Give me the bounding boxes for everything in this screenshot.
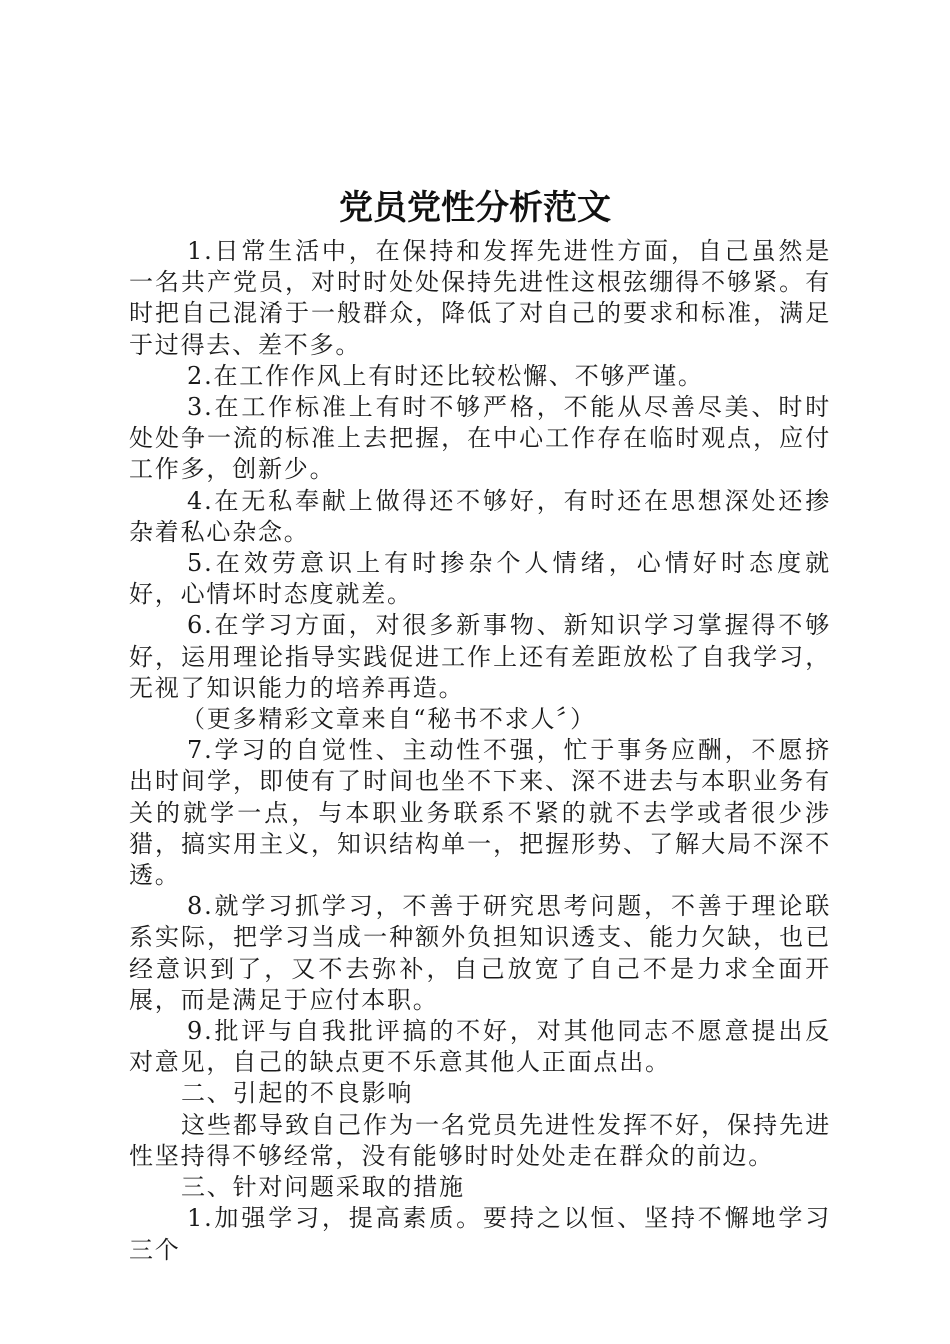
paragraph-2: 2.在工作作风上有时还比较松懈、不够严谨。 xyxy=(187,361,704,390)
source-note: （更多精彩文章来自“秘书不求人〞） xyxy=(181,705,596,734)
paragraph-impact: 这些都导致自己作为一名党员先进性发挥不好，保持先进性坚持得不够经常，没有能够时时处处走在群众的前边。 xyxy=(129,1110,831,1170)
document-body xyxy=(129,236,831,1266)
paragraph-8: 8.就学习抓学习，不善于研究思考问题，不善于理论联系实际，把学习当成一种额外负担知识透支、能力欠缺，也已经意识到了，又不去弥补，自己放宽了自己不是力求全面开展，而是满足于应付本职。 xyxy=(129,892,831,1014)
paragraph-measure-1: 1.加强学习，提高素质。要持之以恒、坚持不懈地学习三个 xyxy=(129,1204,831,1264)
paragraph-1: 1.日常生活中，在保持和发挥先进性方面，自己虽然是一名共产党员，对时时处处保持先进性这根弦绷得不够紧。有时把自己混淆于一般群众，降低了对自己的要求和标准，满足于过得去、差不多。 xyxy=(129,237,831,359)
paragraph-3: 3.在工作标准上有时不够严格，不能从尽善尽美、时时处处争一流的标准上去把握，在中心工作存在临时观点，应付工作多，创新少。 xyxy=(129,393,831,484)
paragraph-4: 4.在无私奉献上做得还不够好，有时还在思想深处还掺杂着私心杂念。 xyxy=(129,486,831,546)
paragraph-6: 6.在学习方面，对很多新事物、新知识学习掌握得不够好，运用理论指导实践促进工作上还有差距放松了自我学习，无视了知识能力的培养再造。 xyxy=(129,611,831,702)
page-title: 党员党性分析范文 xyxy=(339,188,611,228)
paragraph-7: 7.学习的自觉性、主动性不强，忙于事务应酬，不愿挤出时间学，即使有了时间也坐不下来、深不进去与本职业务有关的就学一点，与本职业务联系不紧的就不去学或者很少涉猎，搞实用主义，知识结构单一，把握形势、了解大局不深不透。 xyxy=(129,736,831,890)
paragraph-5: 5.在效劳意识上有时掺杂个人情绪，心情好时态度就好，心情坏时态度就差。 xyxy=(129,549,831,609)
paragraph-9: 9.批评与自我批评搞的不好，对其他同志不愿意提出反对意见，自己的缺点更不乐意其他人正面点出。 xyxy=(129,1017,831,1077)
section-heading-measures: 三、针对问题采取的措施 xyxy=(181,1173,465,1202)
section-heading-impact: 二、引起的不良影响 xyxy=(181,1079,414,1108)
